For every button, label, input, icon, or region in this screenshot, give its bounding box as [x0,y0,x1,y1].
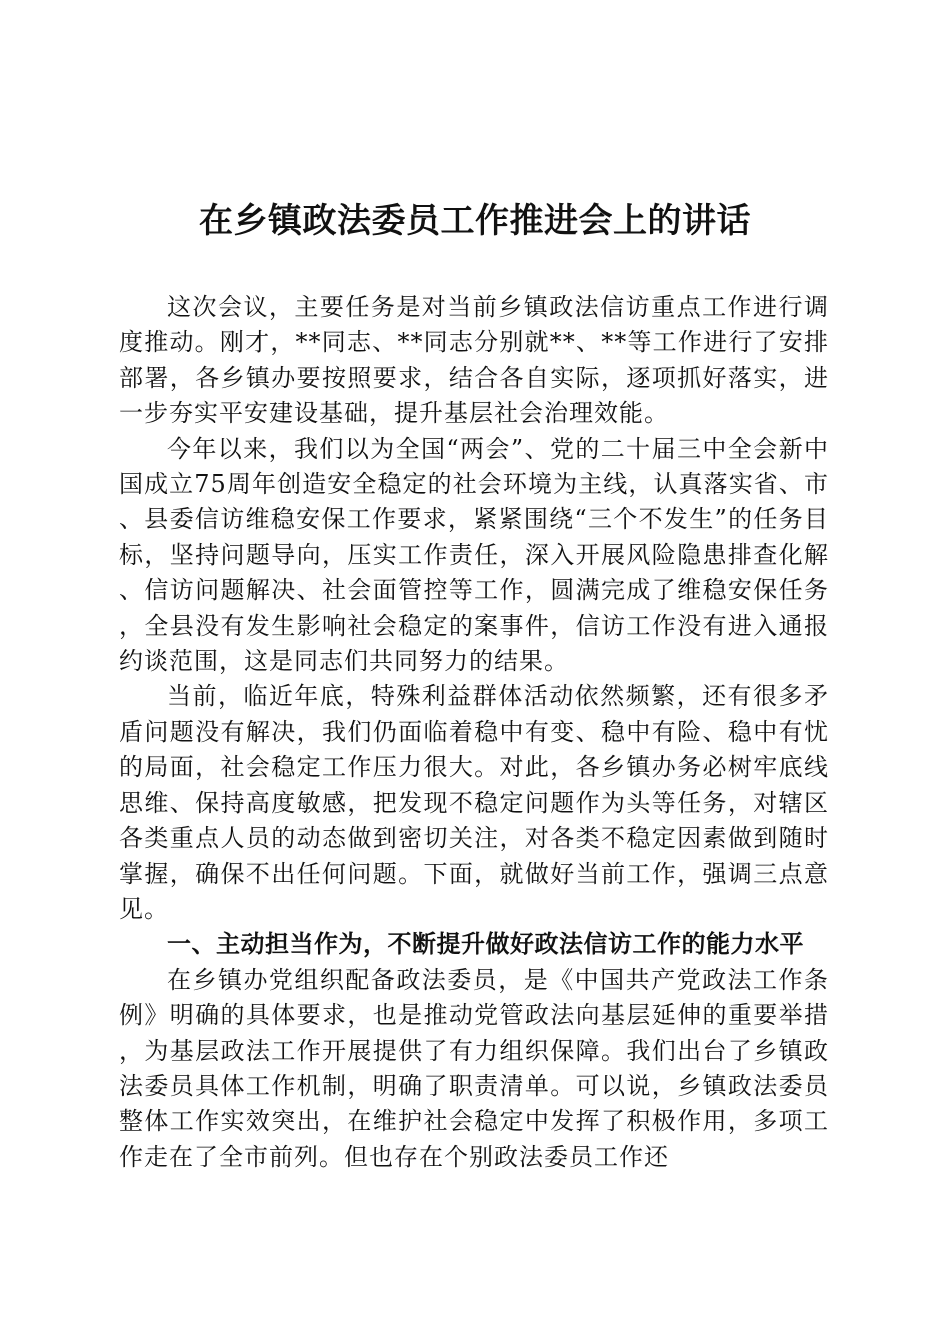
paragraph-achievements: 今年以来，我们以为全国“两会”、党的二十届三中全会新中国成立75周年创造安全稳定的社会环境为主线，认真落实省、市、县委信访维稳安保工作要求，紧紧围绕“三个不发生”的任务目标，坚持问题导向，压实工作责任，深入开展风险隐患排查化解、信访问题解决、社会面管控等工作，圆满完成了维稳安保任务，全县没有发生影响社会稳定的案事件，信访工作没有进入通报约谈范围，这是同志们共同努力的结果。 [119,434,829,676]
document-title: 在乡镇政法委员工作推进会上的讲话 [199,201,751,241]
paragraph-current-situation: 当前，临近年底，特殊利益群体活动依然频繁，还有很多矛盾问题没有解决，我们仍面临着稳中有变、稳中有险、稳中有忧的局面，社会稳定工作压力很大。对此，各乡镇办务必树牢底线思维、保持高度敏感，把发现不稳定问题作为头等任务，对辖区各类重点人员的动态做到密切关注，对各类不稳定因素做到随时掌握，确保不出任何问题。下面，就做好当前工作，强调三点意见。 [119,682,829,923]
paragraph-section-1: 在乡镇办党组织配备政法委员，是《中国共产党政法工作条例》明确的具体要求，也是推动党管政法向基层延伸的重要举措，为基层政法工作开展提供了有力组织保障。我们出台了乡镇政法委员具体工作机制，明确了职责清单。可以说，乡镇政法委员整体工作实效突出，在维护社会稳定中发挥了积极作用，多项工作走在了全市前列。但也存在个别政法委员工作还 [119,965,829,1171]
section-heading-1: 一、主动担当作为，不断提升做好政法信访工作的能力水平 [167,930,804,959]
paragraph-intro: 这次会议，主要任务是对当前乡镇政法信访重点工作进行调度推动。刚才，**同志、**同志分别就**、**等工作进行了安排部署，各乡镇办要按照要求，结合各自实际，逐项抓好落实，进一步夯实平安建设基础，提升基层社会治理效能。 [119,293,829,428]
document-body [119,290,829,1175]
